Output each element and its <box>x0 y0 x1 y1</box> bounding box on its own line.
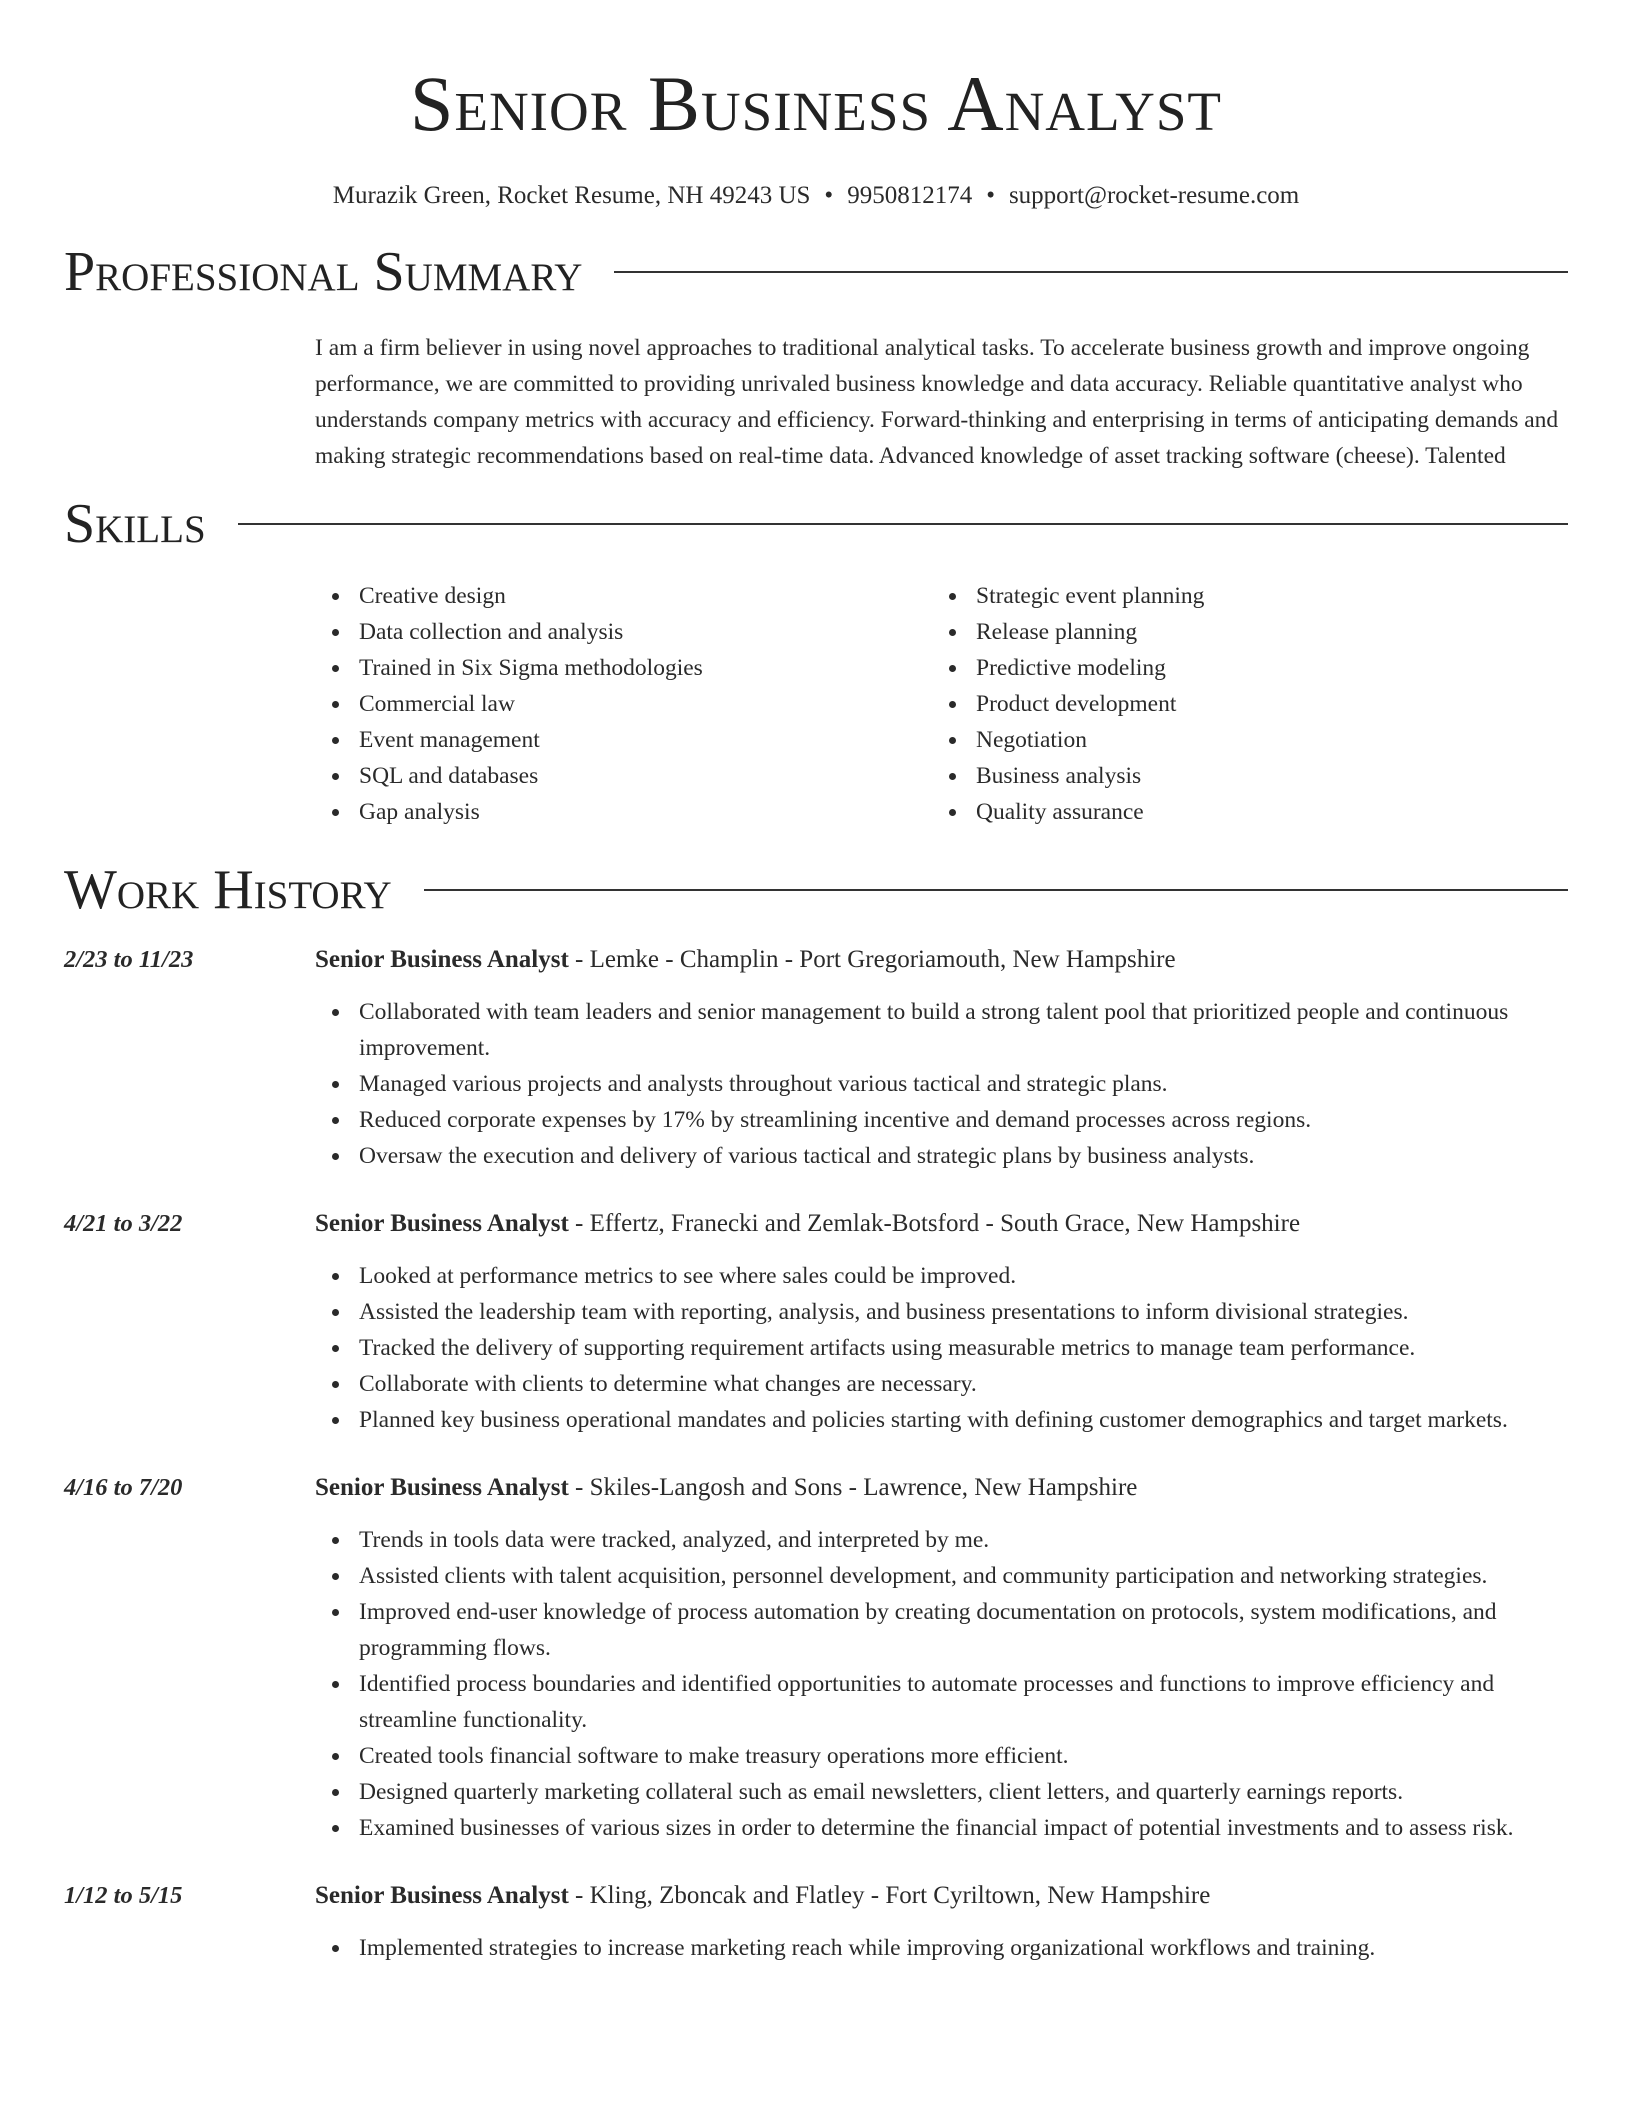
job-bullets <box>315 994 1568 1174</box>
job-heading <box>315 1470 1568 1506</box>
job-dates: 4/16 to 7/20 <box>64 1474 183 1501</box>
job-dates: 2/23 to 11/23 <box>64 946 194 973</box>
job-bullet: Implemented strategies to increase marketing reach while improving organizational workflows and training. <box>315 1930 1568 1966</box>
job-bullet: Collaborated with team leaders and senior management to build a strong talent pool that prioritized people and continuous improvement. <box>315 994 1568 1066</box>
job-dates: 1/12 to 5/15 <box>64 1882 183 1909</box>
job-bullet: Assisted clients with talent acquisition, personnel development, and community participation and networking strategies. <box>315 1558 1568 1594</box>
job-bullet: Trends in tools data were tracked, analyzed, and interpreted by me. <box>315 1522 1568 1558</box>
job-bullet: Planned key business operational mandates and policies starting with defining customer demographics and target markets. <box>315 1402 1568 1438</box>
job-body <box>315 1878 1568 1966</box>
job-role: Senior Business Analyst <box>315 1474 569 1501</box>
skill-item: Gap analysis <box>315 794 932 830</box>
job-bullet: Created tools financial software to make treasury operations more efficient. <box>315 1738 1568 1774</box>
job-entry <box>64 1470 1568 1846</box>
section-divider <box>238 523 1568 525</box>
skill-item: Negotiation <box>932 722 1549 758</box>
summary-section-header <box>64 240 1568 304</box>
summary-text: I am a firm believer in using novel approaches to traditional analytical tasks. To accelerate business growth and improve ongoing performance, we are committed to providing unrivaled business knowledge and data accuracy. Reliable quantitative analyst who understands company metrics with accuracy and efficiency. Forward-thinking and enterprising in terms of anticipating demands and making strategic recommendations based on real-time data. Advanced knowledge of asset tracking software (cheese). Talented <box>315 335 1559 469</box>
job-bullet: Identified process boundaries and identified opportunities to automate processes and functions to improve efficiency and streamline functionality. <box>315 1666 1568 1738</box>
job-entry <box>64 1878 1568 1966</box>
job-body <box>315 1470 1568 1846</box>
job-bullet: Oversaw the execution and delivery of various tactical and strategic plans by business analysts. <box>315 1138 1568 1174</box>
work-section-title: Work History <box>64 859 392 921</box>
job-role: Senior Business Analyst <box>315 1882 569 1909</box>
job-bullet: Improved end-user knowledge of process automation by creating documentation on protocols, system modifications, and programming flows. <box>315 1594 1568 1666</box>
contact-separator: • <box>824 182 834 209</box>
skill-item: Release planning <box>932 614 1549 650</box>
job-details: - Effertz, Franecki and Zemlak-Botsford - South Grace, New Hampshire <box>568 1210 1301 1237</box>
job-details: - Lemke - Champlin - Port Gregoriamouth, New Hampshire <box>568 946 1176 973</box>
job-bullet: Designed quarterly marketing collateral such as email newsletters, client letters, and quarterly earnings reports. <box>315 1774 1568 1810</box>
job-bullet: Examined businesses of various sizes in order to determine the financial impact of potential investments and to assess risk. <box>315 1810 1568 1846</box>
resume-title: Senior Business Analyst <box>409 60 1222 147</box>
contact-email: support@rocket-resume.com <box>1008 182 1300 209</box>
work-section-header <box>64 858 1568 922</box>
job-bullet: Managed various projects and analysts throughout various tactical and strategic plans. <box>315 1066 1568 1102</box>
contact-address: Murazik Green, Rocket Resume, NH 49243 US <box>332 182 811 209</box>
job-bullet: Looked at performance metrics to see where sales could be improved. <box>315 1258 1568 1294</box>
job-entry <box>64 1206 1568 1438</box>
job-heading <box>315 1206 1568 1242</box>
section-divider <box>614 271 1568 273</box>
skills-section-header <box>64 492 1568 556</box>
skill-item: Product development <box>932 686 1549 722</box>
skill-item: Creative design <box>315 578 932 614</box>
skill-item: Trained in Six Sigma methodologies <box>315 650 932 686</box>
job-bullets <box>315 1258 1568 1438</box>
job-bullet: Reduced corporate expenses by 17% by streamlining incentive and demand processes across regions. <box>315 1102 1568 1138</box>
job-entry <box>64 942 1568 1174</box>
skill-item: Event management <box>315 722 932 758</box>
job-role: Senior Business Analyst <box>315 946 569 973</box>
job-bullets <box>315 1930 1568 1966</box>
job-bullet: Tracked the delivery of supporting requirement artifacts using measurable metrics to manage team performance. <box>315 1330 1568 1366</box>
job-details: - Kling, Zboncak and Flatley - Fort Cyriltown, New Hampshire <box>568 1882 1211 1909</box>
job-body <box>315 942 1568 1174</box>
summary-section-title: Professional Summary <box>64 241 583 303</box>
skill-item: SQL and databases <box>315 758 932 794</box>
job-bullet: Assisted the leadership team with reporting, analysis, and business presentations to inform divisional strategies. <box>315 1294 1568 1330</box>
job-bullets <box>315 1522 1568 1846</box>
skill-item: Data collection and analysis <box>315 614 932 650</box>
skill-item: Quality assurance <box>932 794 1549 830</box>
contact-phone: 9950812174 <box>847 182 973 209</box>
job-heading <box>315 942 1568 978</box>
job-details: - Skiles-Langosh and Sons - Lawrence, New Hampshire <box>568 1474 1138 1501</box>
skill-item: Strategic event planning <box>932 578 1549 614</box>
skill-item: Business analysis <box>932 758 1549 794</box>
contact-line <box>0 180 1632 212</box>
job-body <box>315 1206 1568 1438</box>
contact-separator: • <box>986 182 995 209</box>
job-role: Senior Business Analyst <box>315 1210 569 1237</box>
skill-item: Commercial law <box>315 686 932 722</box>
skill-item: Predictive modeling <box>932 650 1549 686</box>
job-heading <box>315 1878 1568 1914</box>
skills-column-left <box>315 578 932 830</box>
job-dates: 4/21 to 3/22 <box>64 1210 183 1237</box>
section-divider <box>424 889 1568 891</box>
skills-section-title: Skills <box>64 493 206 555</box>
skills-column-right <box>932 578 1549 830</box>
job-bullet: Collaborate with clients to determine what changes are necessary. <box>315 1366 1568 1402</box>
skills-list <box>315 578 1568 830</box>
